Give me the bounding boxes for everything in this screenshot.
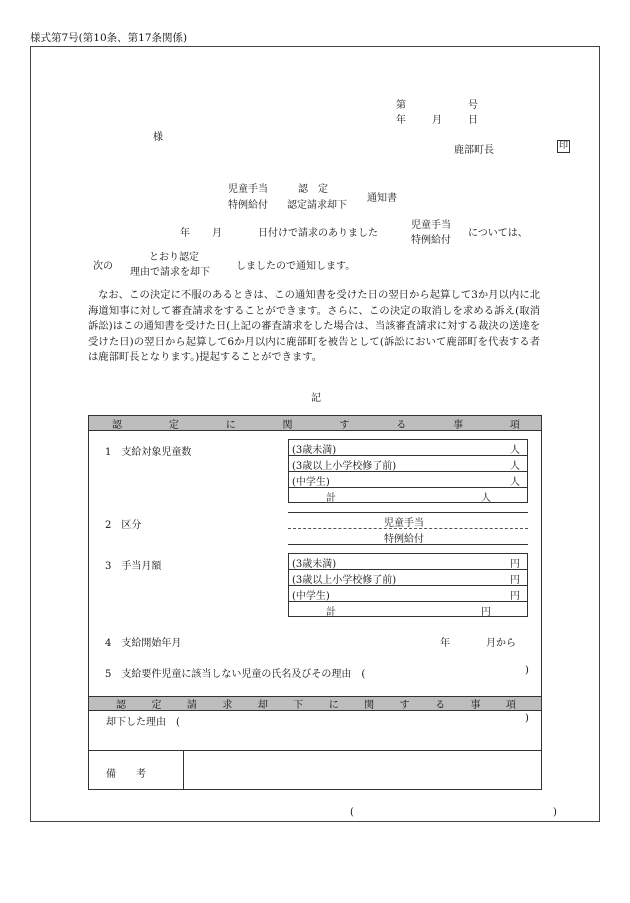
body-month: 月 <box>212 228 222 239</box>
child-row-unit: 人 <box>510 461 520 472</box>
item3-label: 3 手当月額 <box>105 561 162 572</box>
body-result-1: とおり認定 <box>149 252 199 263</box>
child-row-unit: 人 <box>510 477 520 488</box>
body-regarding: については、 <box>468 228 528 239</box>
child-total-label: 計 <box>326 493 336 504</box>
title-allowance-1: 児童手当 <box>228 184 268 195</box>
title-action-2: 認定請求却下 <box>287 200 347 211</box>
footer-close-paren: ) <box>553 807 557 818</box>
item5-close: ) <box>525 665 529 676</box>
date-month: 月 <box>432 115 442 126</box>
amount-row-unit: 円 <box>510 591 520 602</box>
date-year: 年 <box>396 115 406 126</box>
body-allowance-2: 特例給付 <box>411 235 451 246</box>
item4-label: 4 支給開始年月 <box>105 638 182 649</box>
reason-close: ) <box>525 713 529 724</box>
item4-month-from: 月から <box>486 638 516 649</box>
title-action-1: 認 定 <box>298 184 328 195</box>
child-row-label: (3歳未満) <box>292 445 337 456</box>
category-option: 児童手当 <box>384 518 424 529</box>
body-result-2: 理由で請求を却下 <box>130 267 210 278</box>
issuer-name: 鹿部町長 <box>454 145 494 156</box>
number-dai: 第 <box>396 100 406 111</box>
body-year: 年 <box>180 228 190 239</box>
child-total-unit: 人 <box>481 493 491 504</box>
amount-total-unit: 円 <box>481 607 491 618</box>
item5-label: 5 支給要件児童に該当しない児童の氏名及びその理由 ( <box>105 669 366 680</box>
seal-mark: 印 <box>558 141 568 151</box>
category-option: 特例給付 <box>384 534 424 545</box>
item2-label: 2 区分 <box>105 520 142 531</box>
child-row-label: (3歳以上小学校修了前) <box>292 461 397 472</box>
body-allowance-1: 児童手当 <box>411 220 451 231</box>
number-go: 号 <box>468 100 478 111</box>
child-row-label: (中学生) <box>292 477 330 488</box>
amount-row-unit: 円 <box>510 559 520 570</box>
form-label: 様式第7号(第10条、第17条関係) <box>30 32 188 44</box>
amount-row-label: (3歳以上小学校修了前) <box>292 575 397 586</box>
amount-total-label: 計 <box>326 607 336 618</box>
amount-row-unit: 円 <box>510 575 520 586</box>
footer-open-paren: ( <box>350 807 354 818</box>
appeal-paragraph: なお、この決定に不服のあるときは、この通知書を受けた日の翌日から起算して3か月以内に北海道知事に対して審査請求をすることができます。さらに、この決定の取消しを求める訴え(取消訴訟)はこの通知書を受けた日(上記の審査請求をした場合は、当該審査請求に対する裁決の送達を受けた日)の翌日から起算して6か月以内に鹿部町を被告として(訴訟において鹿部町を代表する者は鹿部町長となります。)提起することができます。 <box>88 289 540 363</box>
kyakka-header-text: 認 定 請 求 却 下 に 関 す る 事 項 <box>116 700 516 711</box>
date-day: 日 <box>468 115 478 126</box>
amount-row-label: (中学生) <box>292 591 330 602</box>
addressee-sama: 様 <box>153 132 163 143</box>
reason-label: 却下した理由 ( <box>106 717 180 728</box>
title-allowance-2: 特例給付 <box>228 200 268 211</box>
amount-row-label: (3歳未満) <box>292 559 337 570</box>
body-date-suffix: 日付けで請求のありました <box>258 228 378 239</box>
ki-heading: 記 <box>311 393 321 404</box>
body-next: 次の <box>93 261 113 272</box>
body-notified: しましたので通知します。 <box>236 261 356 272</box>
nintei-header-text: 認 定 に 関 す る 事 項 <box>112 419 520 431</box>
item1-label: 1 支給対象児童数 <box>105 447 192 458</box>
remarks-label: 備 考 <box>106 769 146 780</box>
title-notice: 通知書 <box>367 193 397 204</box>
item4-year: 年 <box>440 638 450 649</box>
child-row-unit: 人 <box>510 445 520 456</box>
